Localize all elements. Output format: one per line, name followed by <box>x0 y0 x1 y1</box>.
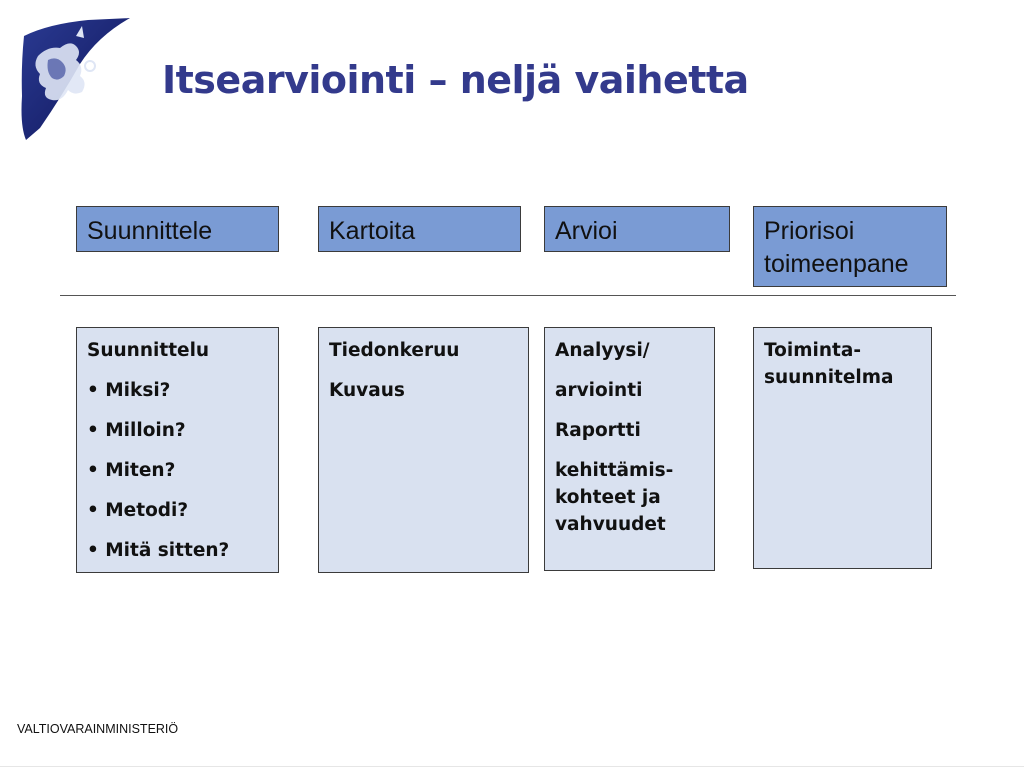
phase-box-suunnittele <box>76 206 279 252</box>
detail-line: Raportti <box>555 420 641 441</box>
phase-box-priorisoi <box>753 206 947 287</box>
lion-emblem-logo <box>18 16 132 142</box>
footer-organization: VALTIOVARAINMINISTERIÖ <box>17 722 179 736</box>
phase-box-kartoita <box>318 206 521 252</box>
detail-line: vahvuudet <box>555 514 666 535</box>
detail-line: arviointi <box>555 380 643 401</box>
phase-box-arvioi <box>544 206 730 252</box>
detail-line: • Miksi? <box>87 380 171 401</box>
phase-label-line: Priorisoi <box>764 217 855 245</box>
detail-line: • Milloin? <box>87 420 186 441</box>
bottom-divider <box>0 766 1024 767</box>
detail-box-suunnittelu <box>76 327 279 573</box>
detail-line: kohteet ja <box>555 487 661 508</box>
detail-box-toimintasuunnitelma <box>753 327 932 569</box>
phase-label: Arvioi <box>555 217 618 245</box>
detail-line: • Mitä sitten? <box>87 540 230 561</box>
detail-line: • Miten? <box>87 460 176 481</box>
phase-label: Kartoita <box>329 217 416 245</box>
detail-line: Tiedonkeruu <box>329 340 460 361</box>
phase-label: Suunnittele <box>87 217 213 245</box>
detail-line: kehittämis- <box>555 460 674 481</box>
detail-line: suunnitelma <box>764 367 894 388</box>
detail-line: • Metodi? <box>87 500 189 521</box>
detail-line: Suunnittelu <box>87 340 210 361</box>
page-title: Itsearviointi – neljä vaihetta <box>162 58 749 102</box>
detail-line: Analyysi/ <box>555 340 650 361</box>
phase-label-line: toimeenpane <box>764 250 909 278</box>
detail-line: Kuvaus <box>329 380 405 401</box>
horizontal-divider <box>60 295 956 296</box>
detail-box-tiedonkeruu <box>318 327 529 573</box>
detail-line: Toiminta- <box>764 340 862 361</box>
detail-box-analyysi <box>544 327 715 571</box>
